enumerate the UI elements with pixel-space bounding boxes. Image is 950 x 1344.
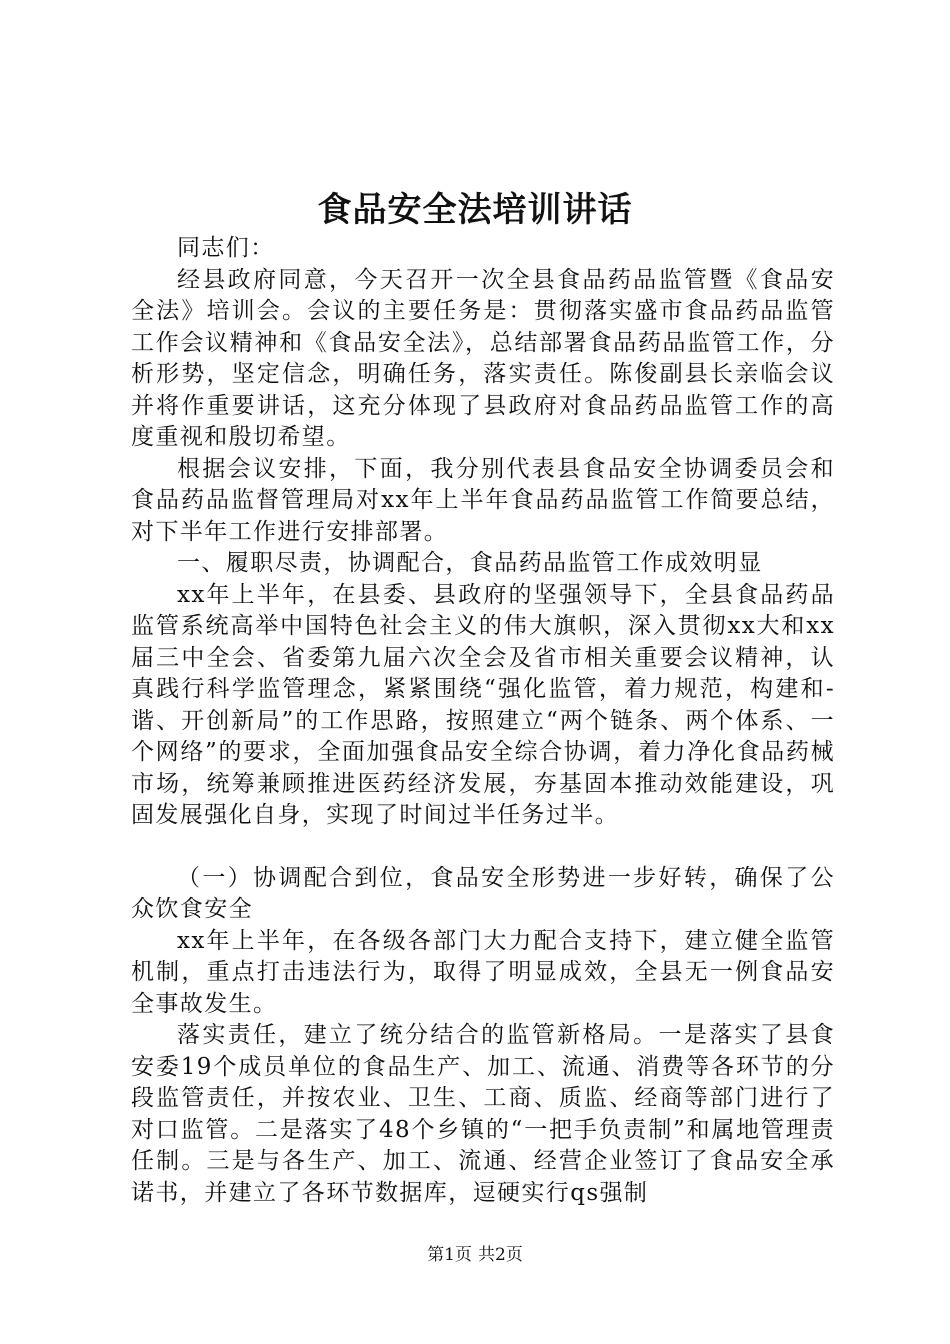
subsection-heading: （一）协调配合到位，食品安全形势进一步好转，确保了公众饮食安全	[131, 864, 835, 922]
body-paragraph: 根据会议安排，下面，我分别代表县食品安全协调委员会和食品药品监督管理局对xx年上半年食品药品监管工作简要总结，对下半年工作进行安排部署。	[131, 455, 835, 545]
section-heading: 一、履职尽责，协调配合，食品药品监管工作成效明显	[177, 550, 763, 576]
document-body	[131, 233, 835, 1209]
page-number: 第1页	[427, 1245, 472, 1265]
page-footer	[0, 1243, 950, 1267]
document-title: 食品安全法培训讲话	[317, 190, 633, 230]
page-total: 共2页	[478, 1245, 523, 1265]
body-paragraph: 落实责任，建立了统分结合的监管新格局。一是落实了县食安委19个成员单位的食品生产、加工、流通、消费等各环节的分段监管责任，并按农业、卫生、工商、质监、经商等部门进行了对口监管。二是落实了48个乡镇的“一把手负责制”和属地管理责任制。三是与各生产、加工、流通、经营企业签订了食品安全承诺书，并建立了各环节数据库，逗硬实行qs强制	[131, 1022, 835, 1206]
salutation-paragraph: 同志们：	[177, 235, 275, 261]
body-paragraph: xx年上半年，在各级各部门大力配合支持下，建立健全监管机制，重点打击违法行为，取得了明显成效，全县无一例食品安全事故发生。	[131, 927, 835, 1017]
body-paragraph: xx年上半年，在县委、县政府的坚强领导下，全县食品药品监管系统高举中国特色社会主义的伟大旗帜，深入贯彻xx大和xx届三中全会、省委第九届六次全会及省市相关重要会议精神，认真践行科学监管理念，紧紧围绕“强化监管，着力规范，构建和-谐、开创新局”的工作思路，按照建立“两个链条、两个体系、一个网络”的要求，全面加强食品安全综合协调，着力净化食品药械市场，统筹兼顾推进医药经济发展，夯基固本推动效能建设，巩固发展强化自身，实现了时间过半任务过半。	[131, 581, 835, 828]
body-paragraph: 经县政府同意，今天召开一次全县食品药品监管暨《食品安全法》培训会。会议的主要任务是：贯彻落实盛市食品药品监管工作会议精神和《食品安全法》，总结部署食品药品监管工作，分析形势，坚定信念，明确任务，落实责任。陈俊副县长亲临会议并将作重要讲话，这充分体现了县政府对食品药品监管工作的高度重视和殷切希望。	[131, 266, 835, 450]
